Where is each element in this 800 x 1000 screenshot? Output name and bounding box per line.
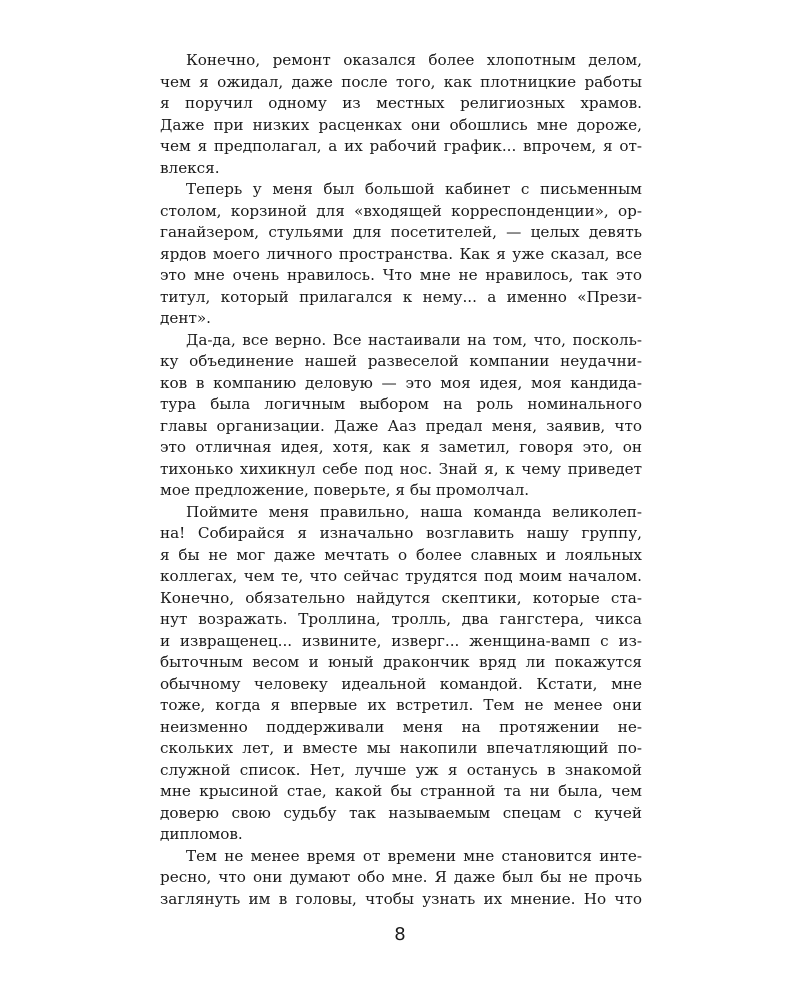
text-line: мне крысиной стае, какой бы странной та ни была, чем bbox=[160, 782, 642, 800]
text-line: мое предложение, поверьте, я бы промолчал. bbox=[160, 481, 530, 499]
text-line: обычному человеку идеальной командой. Кстати, мне bbox=[160, 674, 642, 693]
text-line: и извращенец... извините, изверг... женщина-вамп с из- bbox=[160, 631, 642, 650]
text-line: чем я ожидал, даже после того, как плотницкие работы bbox=[160, 72, 642, 91]
text-line: нут возражать. Троллина, тролль, два гангстера, чикса bbox=[160, 610, 642, 628]
text-line: ресно, что они думают обо мне. Я даже был бы не прочь bbox=[160, 868, 642, 886]
text-line: тура была логичным выбором на роль номинального bbox=[160, 395, 642, 413]
text-line: Теперь у меня был большой кабинет с письменным bbox=[186, 180, 642, 198]
text-line: я бы не мог даже мечтать о более славных и лояльных bbox=[160, 545, 642, 564]
text-line: доверю свою судьбу так называемым спецам с кучей bbox=[160, 803, 642, 822]
text-line: главы организации. Даже Ааз предал меня, заявив, что bbox=[160, 416, 642, 435]
text-line: ку объединение нашей развеселой компании неудачни- bbox=[160, 352, 642, 370]
text-line: титул, который прилагался к нему... а именно «Прези- bbox=[160, 287, 642, 306]
page-body-text bbox=[160, 50, 642, 910]
text-line: коллегах, чем те, что сейчас трудятся под моим началом. bbox=[160, 567, 642, 585]
text-line: это мне очень нравилось. Что мне не нравилось, так это bbox=[160, 266, 642, 284]
text-line: чем я предполагал, а их рабочий график... впрочем, я от- bbox=[160, 137, 642, 155]
text-line: влекся. bbox=[160, 158, 220, 177]
text-line: я поручил одному из местных религиозных храмов. bbox=[160, 94, 642, 112]
text-line: ков в компанию деловую — это моя идея, моя кандида- bbox=[160, 373, 642, 392]
text-line: скольких лет, и вместе мы накопили впечатляющий по- bbox=[160, 739, 642, 757]
text-line: тоже, когда я впервые их встретил. Тем не менее они bbox=[160, 696, 642, 714]
text-line: Тем не менее время от времени мне становится инте- bbox=[186, 846, 642, 865]
text-line: это отличная идея, хотя, как я заметил, говоря это, он bbox=[160, 438, 642, 456]
text-line: дент». bbox=[160, 309, 211, 327]
text-line: служной список. Нет, лучше уж я останусь в знакомой bbox=[160, 760, 642, 779]
text-line: дипломов. bbox=[160, 825, 243, 843]
text-line: столом, корзиной для «входящей корреспонденции», ор- bbox=[160, 201, 642, 220]
text-line: на! Собирайся я изначально возглавить нашу группу, bbox=[160, 524, 642, 542]
text-line: Даже при низких расценках они обошлись мне дороже, bbox=[160, 115, 642, 134]
text-line: заглянуть им в головы, чтобы узнать их мнение. Но что bbox=[160, 889, 642, 908]
text-line: тихонько хихикнул себе под нос. Знай я, к чему приведет bbox=[160, 459, 642, 478]
text-line: быточным весом и юный дракончик вряд ли покажутся bbox=[160, 653, 642, 671]
text-line: Поймите меня правильно, наша команда великолеп- bbox=[186, 502, 642, 521]
text-line: неизменно поддерживали меня на протяжении не- bbox=[160, 717, 642, 736]
text-line: Конечно, ремонт оказался более хлопотным делом, bbox=[186, 51, 642, 69]
text-line: Да-да, все верно. Все настаивали на том, что, посколь- bbox=[186, 330, 642, 349]
text-line: Конечно, обязательно найдутся скептики, которые ста- bbox=[160, 588, 642, 607]
text-line: ганайзером, стульями для посетителей, — целых девять bbox=[160, 223, 642, 241]
page-number: 8 bbox=[394, 924, 406, 945]
text-line: ярдов моего личного пространства. Как я уже сказал, все bbox=[160, 244, 642, 263]
